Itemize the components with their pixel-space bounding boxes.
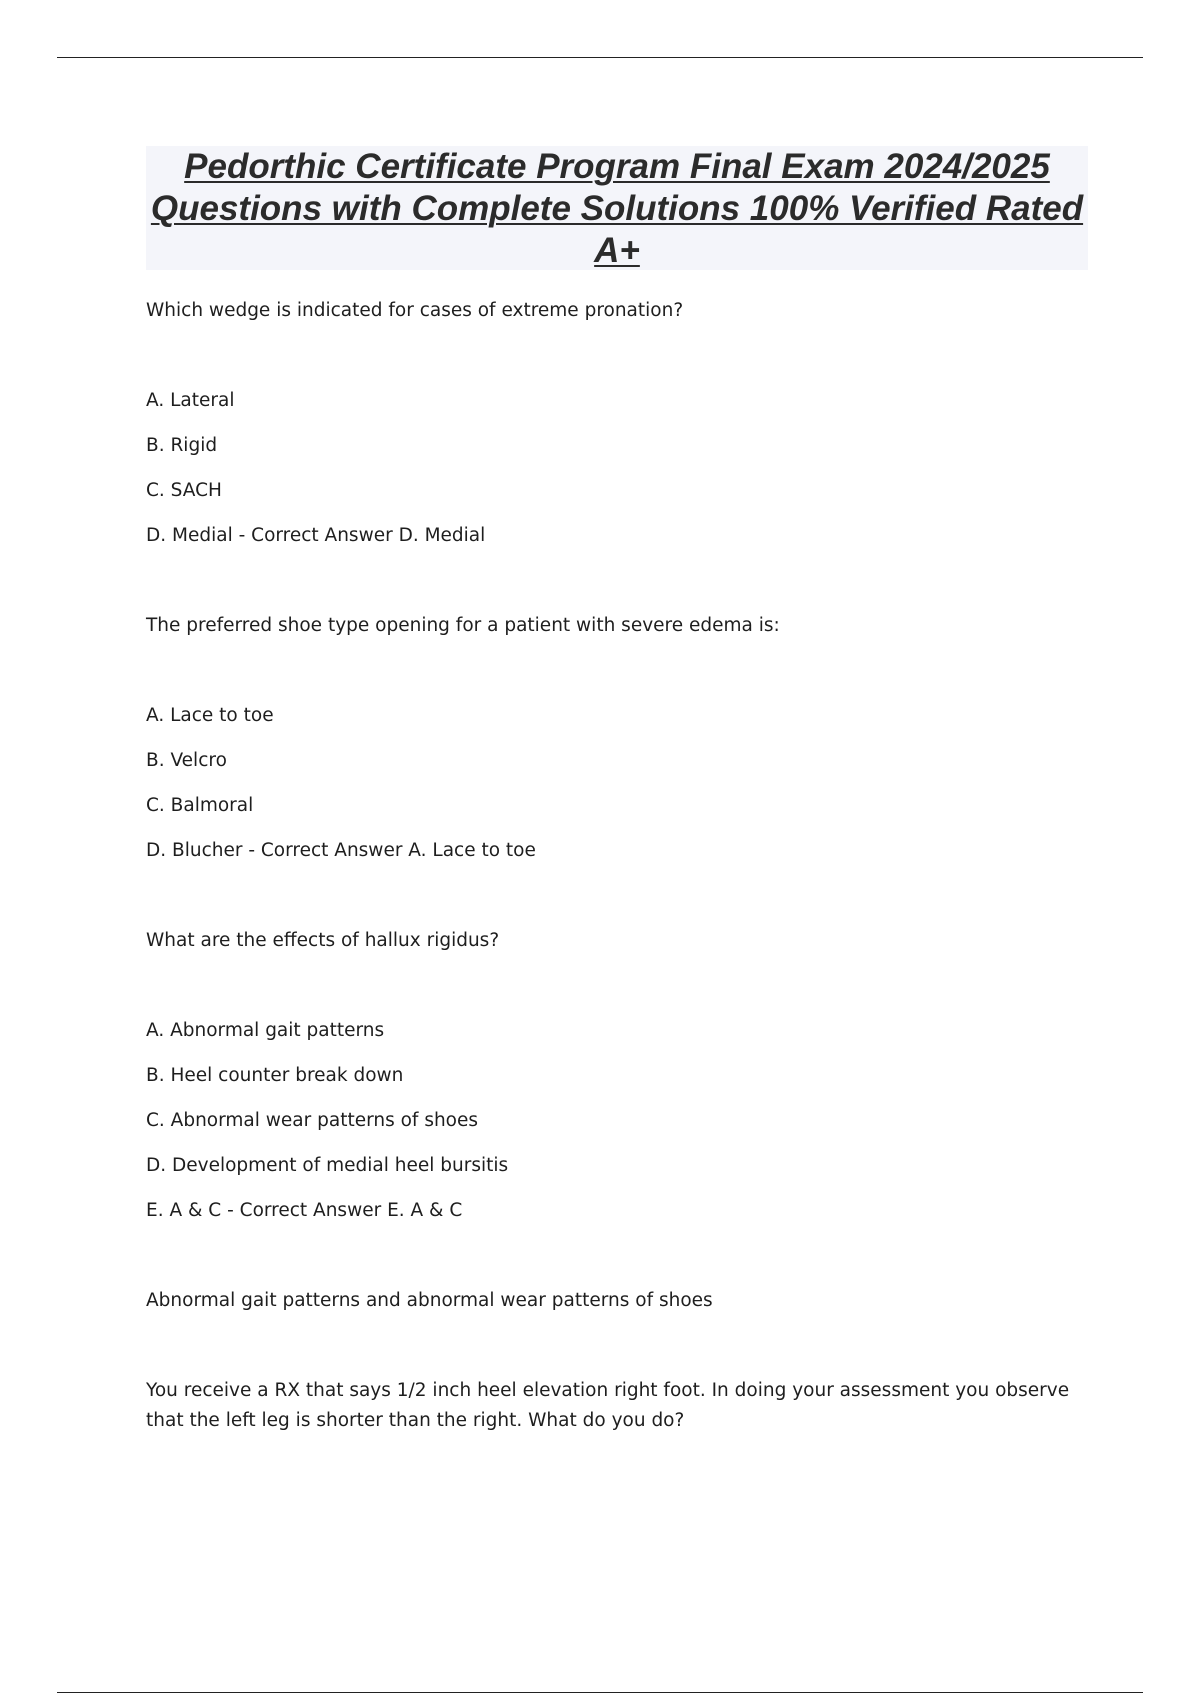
option-d-answer: D. Blucher - Correct Answer A. Lace to toe [146, 840, 536, 861]
option-c: C. SACH [146, 480, 222, 501]
question-2 [146, 611, 1106, 866]
option-c: C. Balmoral [146, 795, 254, 816]
question-3 [146, 926, 1106, 1316]
option-b: B. Rigid [146, 435, 218, 456]
question-text: The preferred shoe type opening for a patient with severe edema is: [146, 615, 780, 636]
bottom-rule [57, 1692, 1143, 1693]
question-1 [146, 296, 1106, 551]
question-text: Which wedge is indicated for cases of extreme pronation? [146, 300, 684, 321]
top-rule [57, 57, 1143, 58]
question-text: What are the effects of hallux rigidus? [146, 930, 500, 951]
option-c: C. Abnormal wear patterns of shoes [146, 1110, 479, 1131]
option-a: A. Lateral [146, 390, 235, 411]
document-title: Pedorthic Certificate Program Final Exam 2024/2025 Questions with Complete Solutions 100% Verified Rated A+ [150, 147, 1084, 270]
option-a: A. Abnormal gait patterns [146, 1020, 385, 1041]
option-d-answer: D. Medial - Correct Answer D. Medial [146, 525, 486, 546]
question-4 [146, 1376, 1106, 1436]
document-body [146, 296, 1106, 1496]
option-e-answer: E. A & C - Correct Answer E. A & C [146, 1200, 463, 1221]
title-banner [146, 146, 1088, 270]
question-text: You receive a RX that says 1/2 inch heel elevation right foot. In doing your assessment you observe that the left leg is shorter than the right. What do you do? [146, 1380, 1070, 1431]
option-a: A. Lace to toe [146, 705, 274, 726]
option-d: D. Development of medial heel bursitis [146, 1155, 509, 1176]
answer-explanation: Abnormal gait patterns and abnormal wear patterns of shoes [146, 1290, 713, 1311]
option-b: B. Heel counter break down [146, 1065, 404, 1086]
option-b: B. Velcro [146, 750, 227, 771]
